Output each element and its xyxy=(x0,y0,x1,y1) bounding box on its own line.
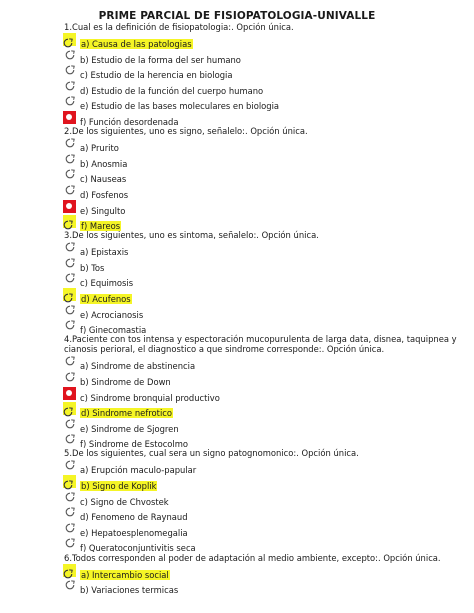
option-label: d) Estudio de la función del cuerpo humano xyxy=(80,85,264,96)
answer-radio-icon[interactable] xyxy=(63,475,76,488)
option-label: e) Sindrome de Sjogren xyxy=(80,423,179,434)
option-label: a) Sindrome de abstinencia xyxy=(80,361,196,372)
radio-icon[interactable] xyxy=(65,169,75,179)
option-label: a) Intercambio social xyxy=(81,569,169,580)
radio-icon[interactable] xyxy=(65,580,75,590)
question-2-text: 2.De los siguientes, uno es signo, señalelo:. Opción única. xyxy=(64,126,308,137)
radio-icon[interactable] xyxy=(65,273,75,283)
option-label: b) Tos xyxy=(80,262,105,273)
radio-icon[interactable] xyxy=(65,258,75,268)
question-4-text: cianosis perioral, el diagnostico a que sindrome corresponde:. Opción única. xyxy=(64,344,385,355)
option-label: f) Mareos xyxy=(81,221,121,232)
option-label: b) Estudio de la forma del ser humano xyxy=(80,54,241,65)
question-6-text: 6.Todos corresponden al poder de adaptación al medio ambiente, excepto:. Opción única. xyxy=(64,552,441,563)
radio-icon[interactable] xyxy=(65,320,75,330)
radio-icon[interactable] xyxy=(65,65,75,75)
option-label: e) Estudio de las bases moleculares en biologia xyxy=(80,101,280,112)
option-label: b) Anosmia xyxy=(80,158,128,169)
answer-radio-icon[interactable] xyxy=(63,402,76,415)
radio-icon[interactable] xyxy=(65,419,75,429)
option-label: b) Variaciones termicas xyxy=(80,585,179,596)
question-3-option[interactable] xyxy=(80,278,133,288)
option-label: f) Ginecomastia xyxy=(80,325,147,336)
option-label: c) Signo de Chvostek xyxy=(80,496,169,507)
option-label: f) Función desordenada xyxy=(80,117,179,127)
document-title: PRIME PARCIAL DE FISIOPATOLOGIA-UNIVALLE xyxy=(98,10,376,22)
option-label: a) Causa de las patologias xyxy=(81,39,192,49)
question-1-text: 1.Cual es la definición de fisiopatologia:. Opción única. xyxy=(64,22,294,32)
answer-radio-icon[interactable] xyxy=(63,288,76,301)
selected-radio-icon[interactable] xyxy=(63,387,76,400)
question-2-option[interactable] xyxy=(80,206,125,216)
radio-icon[interactable] xyxy=(65,242,75,252)
question-5-option[interactable] xyxy=(80,465,196,475)
answer-radio-icon[interactable] xyxy=(63,33,76,46)
question-2-option[interactable] xyxy=(80,190,128,200)
radio-icon[interactable] xyxy=(65,460,75,470)
radio-icon[interactable] xyxy=(65,356,75,366)
radio-icon[interactable] xyxy=(65,50,75,60)
option-label: d) Sindrome nefrotico xyxy=(81,408,172,419)
option-label: f) Sindrome de Estocolmo xyxy=(80,439,189,450)
answer-radio-icon[interactable] xyxy=(63,215,76,228)
option-label: a) Erupción maculo-papular xyxy=(80,465,197,476)
option-label: c) Nauseas xyxy=(80,174,127,185)
option-label: b) Sindrome de Down xyxy=(80,376,171,387)
option-label: b) Signo de Koplik xyxy=(81,481,157,491)
question-1-option[interactable] xyxy=(80,39,193,49)
radio-icon[interactable] xyxy=(65,185,75,195)
option-label: a) Epistaxis xyxy=(80,247,129,258)
question-4-text: 4.Paciente con tos intensa y espectoración mucopurulenta de larga data, disnea, taquipnea y xyxy=(64,334,457,345)
question-4-option[interactable] xyxy=(80,377,171,387)
question-3-option[interactable] xyxy=(80,294,132,304)
question-5-option[interactable] xyxy=(80,481,157,491)
question-5-option[interactable] xyxy=(80,528,188,538)
selected-radio-icon[interactable] xyxy=(63,111,76,124)
radio-icon[interactable] xyxy=(65,538,75,548)
question-1-option[interactable] xyxy=(80,55,241,65)
option-label: d) Fosfenos xyxy=(80,189,129,200)
option-label: f) Queratoconjuntivitis seca xyxy=(80,543,196,554)
radio-icon[interactable] xyxy=(65,305,75,315)
option-label: c) Equimosis xyxy=(80,278,134,289)
question-4-option[interactable] xyxy=(80,424,179,434)
question-6-option[interactable] xyxy=(80,585,178,595)
radio-icon[interactable] xyxy=(65,372,75,382)
question-2-option[interactable] xyxy=(80,143,119,153)
radio-icon[interactable] xyxy=(65,507,75,517)
radio-icon[interactable] xyxy=(65,96,75,106)
question-1-option[interactable] xyxy=(80,101,279,111)
question-1-option[interactable] xyxy=(80,70,232,80)
radio-icon[interactable] xyxy=(65,154,75,164)
radio-icon[interactable] xyxy=(65,523,75,533)
question-4-option[interactable] xyxy=(80,393,220,403)
radio-icon[interactable] xyxy=(65,81,75,91)
option-label: e) Hepatoesplenomegalia xyxy=(80,527,188,538)
radio-icon[interactable] xyxy=(65,138,75,148)
question-3-text: 3.De los siguientes, uno es sintoma, señalelo:. Opción única. xyxy=(64,230,319,241)
option-label: a) Prurito xyxy=(80,143,119,154)
question-5-text: 5.De los siguientes, cual sera un signo patognomonico:. Opción única. xyxy=(64,448,359,459)
radio-icon[interactable] xyxy=(65,492,75,502)
option-label: d) Fenomeno de Raynaud xyxy=(80,512,188,523)
option-label: d) Acufenos xyxy=(81,294,131,304)
question-6-option[interactable] xyxy=(80,570,170,580)
option-label: e) Acrocianosis xyxy=(80,309,144,320)
question-2-option[interactable] xyxy=(80,159,127,169)
question-4-option[interactable] xyxy=(80,361,195,371)
question-3-option[interactable] xyxy=(80,263,104,273)
question-5-option[interactable] xyxy=(80,512,188,522)
question-2-option[interactable] xyxy=(80,174,126,184)
question-4-option[interactable] xyxy=(80,408,173,418)
question-3-option[interactable] xyxy=(80,310,143,320)
option-label: c) Sindrome bronquial productivo xyxy=(80,392,220,403)
option-label: c) Estudio de la herencia en biologia xyxy=(80,70,233,81)
radio-icon[interactable] xyxy=(65,434,75,444)
answer-radio-icon[interactable] xyxy=(63,564,76,577)
question-3-option[interactable] xyxy=(80,247,128,257)
question-1-option[interactable] xyxy=(80,86,263,96)
option-label: e) Singulto xyxy=(80,205,126,216)
selected-radio-icon[interactable] xyxy=(63,200,76,213)
question-5-option[interactable] xyxy=(80,497,169,507)
